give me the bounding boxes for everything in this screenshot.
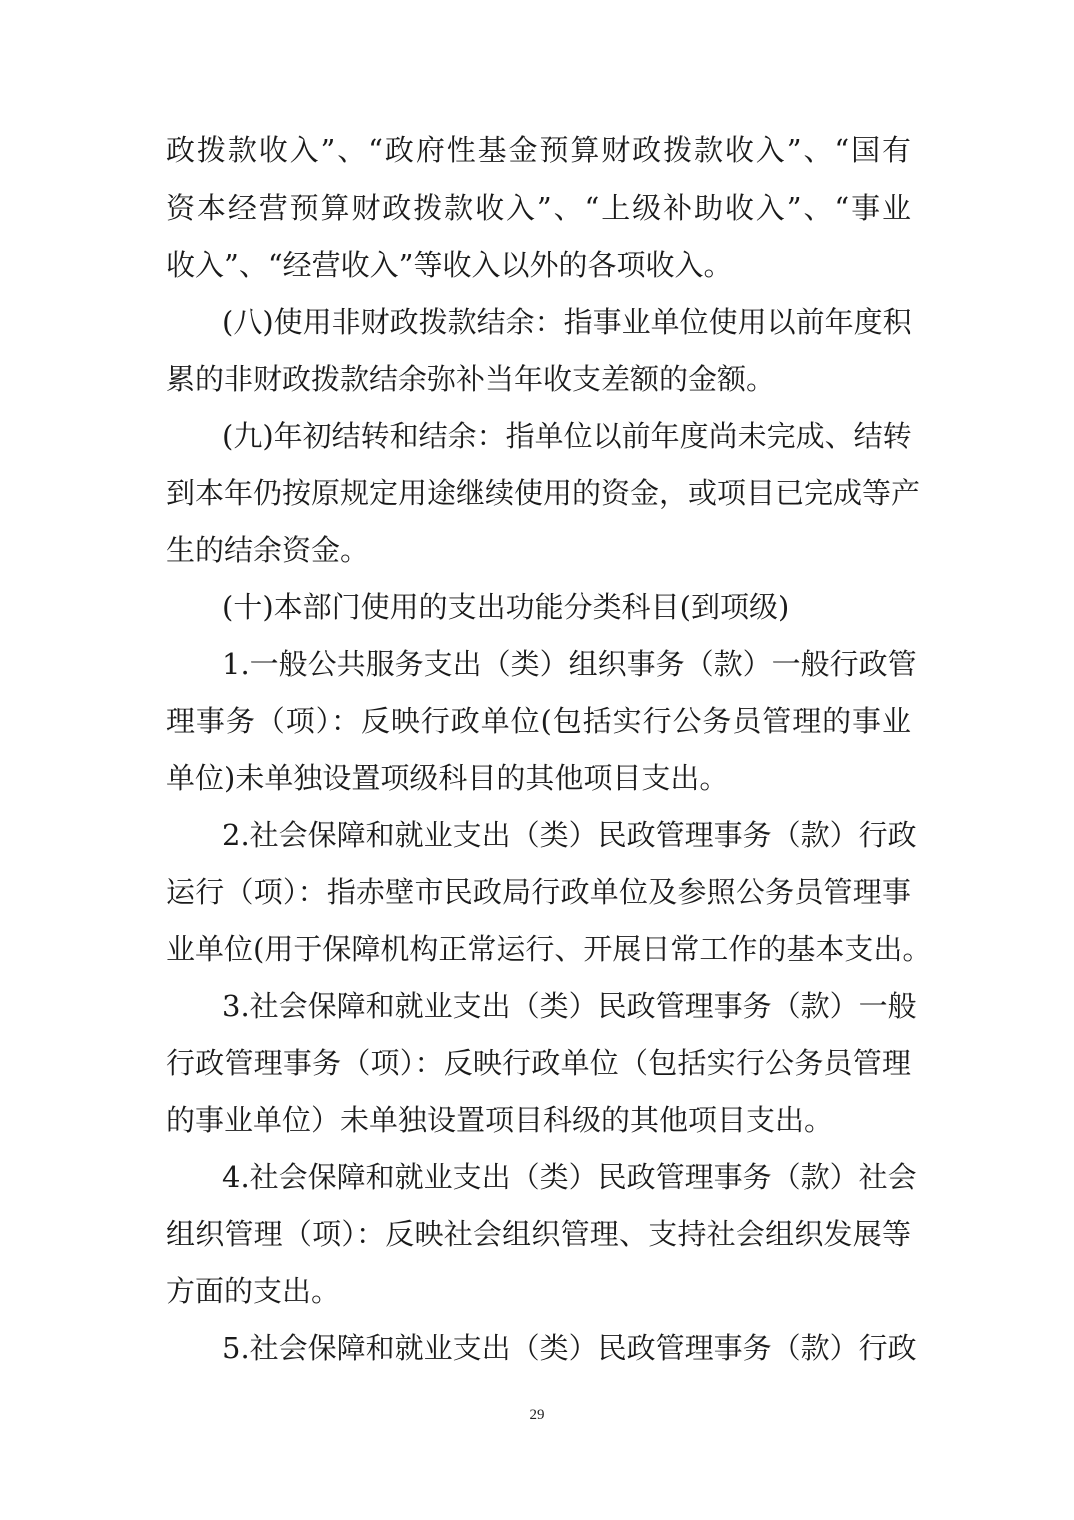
text-line: 业单位(用于保障机构正常运行、开展日常工作的基本支出。 (166, 932, 932, 966)
text-line: (九)年初结转和结余：指单位以前年度尚未完成、结转 (222, 419, 912, 453)
text-line: 组织管理（项）：反映社会组织管理、支持社会组织发展等 (166, 1217, 911, 1251)
text-line: 的事业单位）未单独设置项目科级的其他项目支出。 (166, 1103, 834, 1137)
text-line: 到本年仍按原规定用途继续使用的资金，或项目已完成等产 (166, 476, 921, 510)
text-line: 生的结余资金。 (166, 533, 370, 567)
text-line: 理事务（项）：反映行政单位(包括实行公务员管理的事业 (166, 704, 911, 738)
section-heading: (十)本部门使用的支出功能分类科目(到项级) (222, 590, 790, 624)
text-line: 1.一般公共服务支出（类）组织事务（款）一般行政管 (222, 647, 917, 681)
text-line: 运行（项）：指赤壁市民政局行政单位及参照公务员管理事 (166, 875, 911, 909)
text-line: 2.社会保障和就业支出（类）民政管理事务（款）行政 (222, 818, 917, 852)
text-line: 3.社会保障和就业支出（类）民政管理事务（款）一般 (222, 989, 917, 1023)
text-line: 累的非财政拨款结余弥补当年收支差额的金额。 (166, 362, 776, 396)
text-line: 4.社会保障和就业支出（类）民政管理事务（款）社会 (222, 1160, 917, 1194)
text-line: 方面的支出。 (166, 1274, 341, 1308)
text-line: 政拨款收入”、“政府性基金预算财政拨款收入”、“国有 (166, 133, 911, 167)
text-line: (八)使用非财政拨款结余：指事业单位使用以前年度积 (222, 305, 912, 339)
text-line: 行政管理事务（项）：反映行政单位（包括实行公务员管理 (166, 1046, 911, 1080)
text-line: 5.社会保障和就业支出（类）民政管理事务（款）行政 (222, 1331, 917, 1365)
text-line: 资本经营预算财政拨款收入”、“上级补助收入”、“事业 (166, 191, 911, 225)
text-line: 单位)未单独设置项级科目的其他项目支出。 (166, 761, 729, 795)
text-line: 收入”、“经营收入”等收入以外的各项收入。 (166, 248, 733, 282)
page-number: 29 (529, 1407, 545, 1423)
